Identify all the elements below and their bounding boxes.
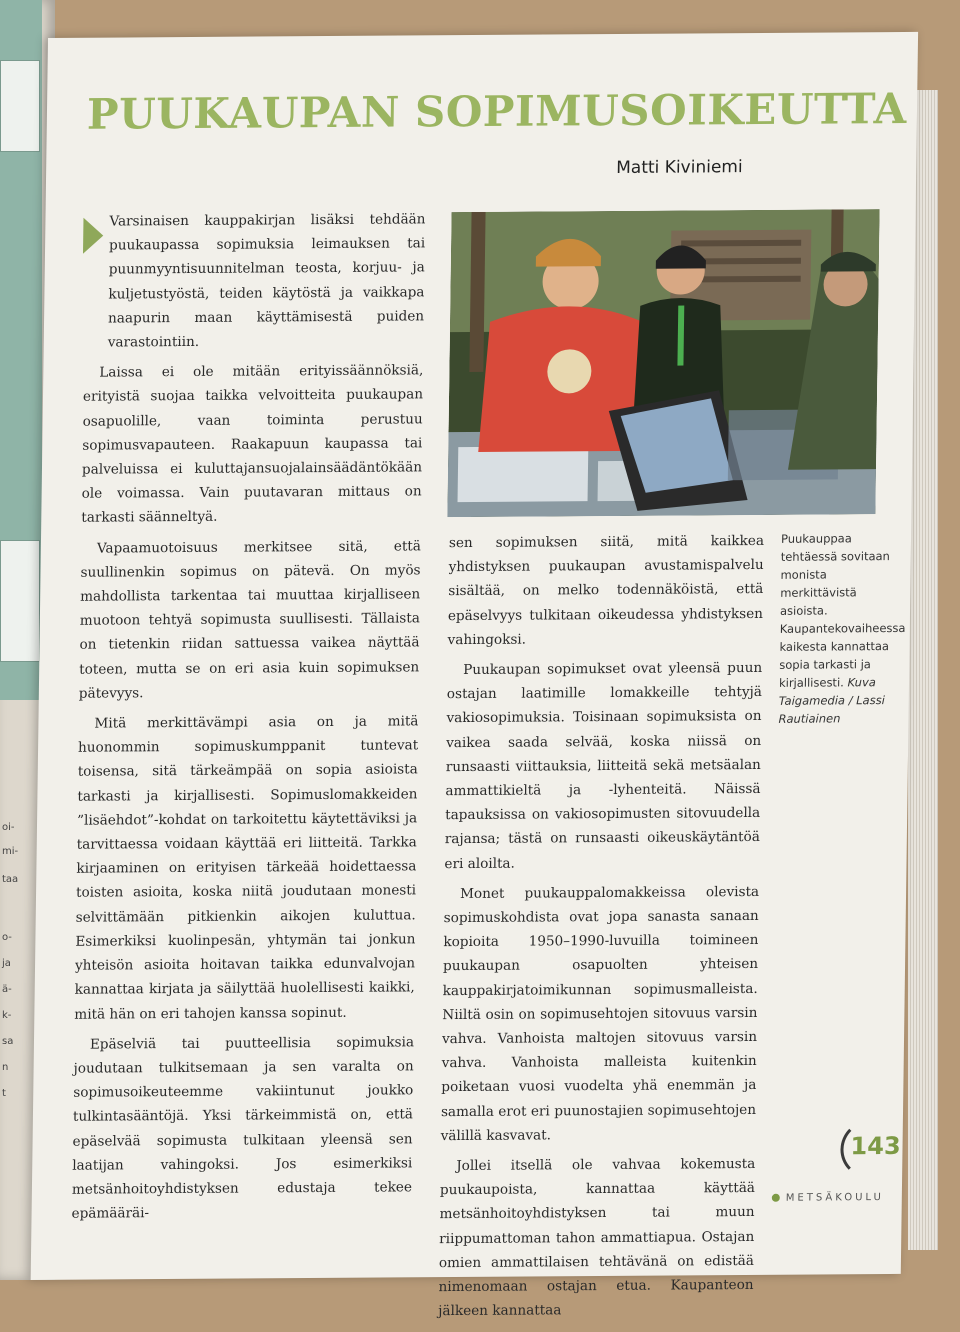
left-page-box — [0, 540, 40, 662]
paragraph: Puukaupan sopimukset ovat yleensä puun ostajan laatimille lomakkeille tehtyjä vakiosopimuksia. Toisinaan sopimuksista on vaikea saada selvää, koska niissä on runsaasti viittauksia, liitteitä sekä metsäalan ammattikieltä ja -lyhenteitä. Näissä tapauksissa on vakiosopimusten sitovuudella rajansa; tästä on runsaasti oikeuskäytäntöä eri aloilta. — [444, 659, 763, 872]
left-page-fragment: oi- — [2, 822, 15, 833]
footer — [772, 1192, 884, 1204]
left-page-box — [0, 60, 40, 152]
left-page-fragment: taa — [2, 874, 19, 885]
paragraph: Vapaamuotoisuus merkitsee sitä, että suullinenkin sopimus on pätevä. On myös mahdollista tarkentaa tai muuttaa kirjalliseen muotoon tehtyä sopimusta suullisesti. Tällaista on tietenkin riidan sattuessa vaikea näyttää toteen, mutta se on eri asia kuin sopimuksen pätevyys. — [78, 537, 422, 702]
caption-credit: Kuva Taigamedia / Lassi Rautiainen — [778, 675, 885, 726]
left-page-fragment: ä- — [2, 984, 12, 995]
article-author: Matti Kiviniemi — [616, 157, 743, 179]
book-page — [31, 32, 918, 1320]
left-page-fragment: n — [2, 1062, 9, 1073]
left-page-fragment: k- — [2, 1010, 12, 1021]
paragraph: Laissa ei ole mitään erityissäännöksiä, erityistä suojaa taikka velvoitteita puukaupan osapuolille, vaan toiminta perustuu sopimusvapauteen. Raakapuun kaupassa tai palveluissa ei kuluttajansuojalainsäädäntökään ole voimassa. Vain puutavaran mittaus on tarkasti säänneltyä. — [81, 362, 424, 527]
photo-caption — [778, 529, 906, 728]
left-column — [71, 207, 425, 1232]
page-number: 143 — [850, 1131, 901, 1161]
paragraph: Varsinaisen kauppakirjan lisäksi tehdään puukaupassa sopimuksia leimauksen tai puunmyyntisuunnitelman teosta, korjuu- ja kuljetustyöstä, teiden käytöstä ja vaikkapa naapurin maan käyttämisestä puiden varastointiin. — [107, 211, 426, 351]
paragraph: sen sopimuksen siitä, mitä kaikkea yhdistyksen puukaupan avustamispalvelu sisältää, on melko todennäköistä, että epäselvyys tulkitaan oikeudessa yhdistyksen vahingoksi. — [447, 532, 765, 648]
left-page-fragment: sa — [2, 1036, 14, 1047]
right-column — [438, 529, 764, 1330]
paragraph: Epäselviä tai puutteellisia sopimuksia joudutaan tulkitsemaan ja sen varalta on sopimusoikeuteemme vakiintunut joukko tulkintasääntöjä. Yksi tärkeimmistä on, että epäselvää sopimusta tulkitaan yleensä sen laatijan vahingoksi. Jos esimerkiksi metsänhoitoyhdistyksen edustaja tekee epämääräi- — [71, 1034, 415, 1222]
left-page-fragment: mi- — [2, 846, 19, 857]
footer-logo-icon — [772, 1194, 780, 1202]
paragraph: Jollei itsellä ole vahvaa kokemusta puukaupoista, kannattaa käyttää metsänhoitoyhdistyksen tai muun riippumattoman tahon ammattiapua. Ostajan omien ammattilaisen tehtävänä on edistää nimenomaan ostajan etua. Kaupanteon jälkeen kannattaa — [438, 1156, 756, 1320]
footer-text: METSÄKOULU — [785, 1192, 884, 1204]
paragraph: Monet puukauppalomakkeissa olevista sopimuskohdista ovat jopa sanasta sanaan kopioita 1950–1990-luvuilla toimineen puukaupan osapuolten yhteisen kauppakirjatoimikunnan sopimusmalleista. Niiltä osin on sopimusehtojen sitovuus varsin vahva. Vanhoista maltojen sitovuus varsin vahva. Vanhoista malleista kuitenkin poiketaan vuosi vuodelta yhä enemmän ja samalla erot eri puunostajien sopimusehtojen välillä kasvavat. — [440, 883, 760, 1144]
paragraph: Mitä merkittävämpi asia on ja mitä huonommin sopimuskumppanit tuntevat toisensa, sitä tärkeämpää on sopia asioista tarkasti ja kirjallisesti. Sopimuslomakkeiden ”lisäehdot”-kohdat on tarkoitettu käytettäviksi ja tarvittaessa voidaan käyttää eri liitteitä. Tarkka kirjaaminen on erityisen tärkeää hoidettaessa toisten asioita, koska niitä joudutaan monesti selvittämään pitkienkin aikojen kuluttua. Esimerkiksi kuolinpesän, yhtymän tai jonkun yhteisön asioita hoitavan taikka edunvalvojan kannattaa kirjata ja säilyttää huolellisesti kaikki, mitä hän on eri tahojen kanssa sopinut. — [74, 713, 419, 1023]
caption-text: Puukauppaa tehtäessä sovitaan monista merkittävistä asioista. Kaupantekovaiheessa kaikesta kannattaa sopia tarkasti ja kirjallisesti. — [778, 531, 906, 690]
photo-illustration — [447, 209, 879, 517]
article-title: PUUKAUPAN SOPIMUSOIKEUTTA — [86, 83, 908, 139]
left-page-fragment: o- — [2, 932, 12, 943]
left-page-fragment: t — [2, 1088, 6, 1099]
photo — [447, 209, 879, 517]
left-page-fragment: ja — [2, 958, 11, 969]
